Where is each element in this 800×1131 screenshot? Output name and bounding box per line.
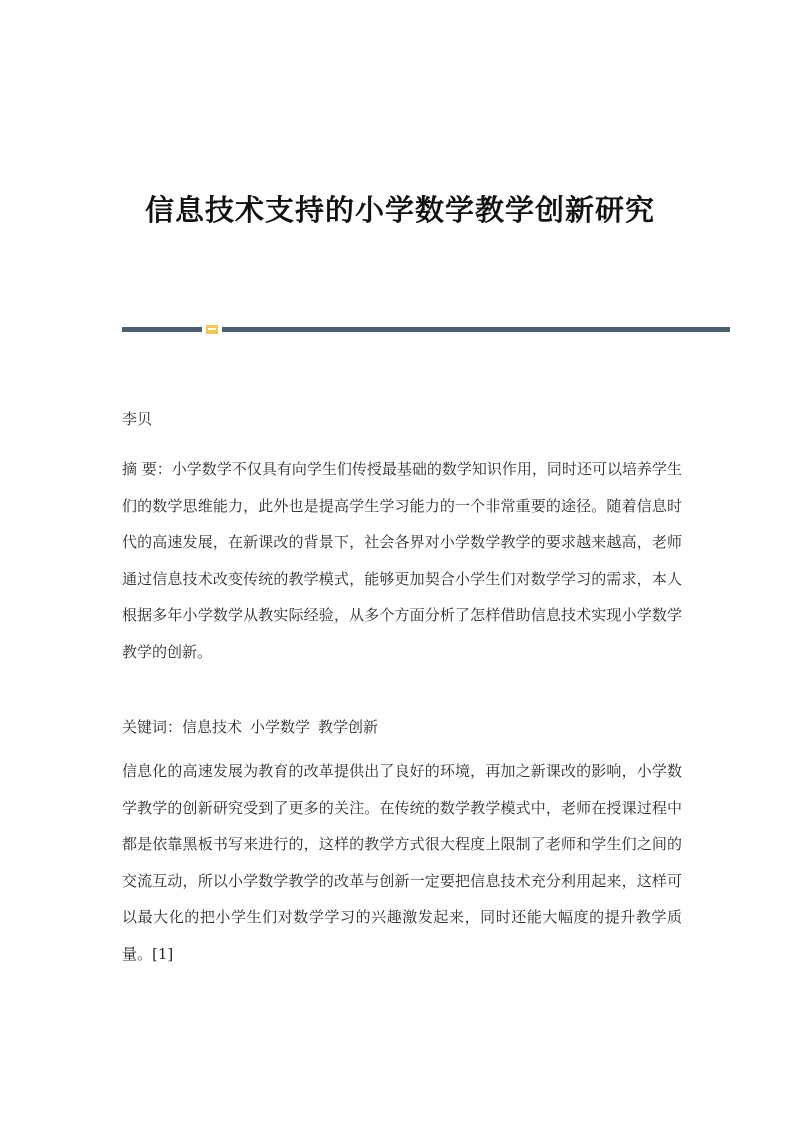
keywords-label: 关键词： [122,718,183,736]
body-paragraph: 信息化的高速发展为教育的改革提供出了良好的环境，再加之新课改的影响，小学数学教学的创新研究受到了更多的关注。在传统的数学教学模式中，老师在授课过程中都是依靠黑板书写来进行的，这样的教学方式很大程度上限制了老师和学生们之间的交流互动，所以小学数学教学的改革与创新一定要把信息技术充分利用起来，这样可以最大化的把小学生们对数学学习的兴趣激发起来，同时还能大幅度的提升教学质量。[1] [122,762,682,963]
abstract-text: 小学数学不仅具有向学生们传授最基础的数学知识作用，同时还可以培养学生们的数学思维能力，此外也是提高学生学习能力的一个非常重要的途径。随着信息时代的高速发展，在新课改的背景下，社会各界对小学数学教学的要求越来越高，老师通过信息技术改变传统的教学模式，能够更加契合小学生们对数学学习的需求，本人根据多年小学数学从教实际经验，从多个方面分析了怎样借助信息技术实现小学数学教学的创新。 [122,460,682,661]
abstract-label: 摘 要： [122,460,172,478]
title-divider [122,325,730,333]
author-name: 李贝 [122,410,153,428]
keyword-item: 信息技术 [182,718,243,736]
divider-bar-right [222,327,730,332]
keyword-item: 教学创新 [318,718,379,736]
divider-envelope-icon [206,325,218,334]
divider-bar-left [122,327,202,332]
keywords-line [122,709,682,746]
abstract-paragraph [122,451,682,670]
keyword-item: 小学数学 [250,718,311,736]
document-title: 信息技术支持的小学数学教学创新研究 [144,193,655,227]
